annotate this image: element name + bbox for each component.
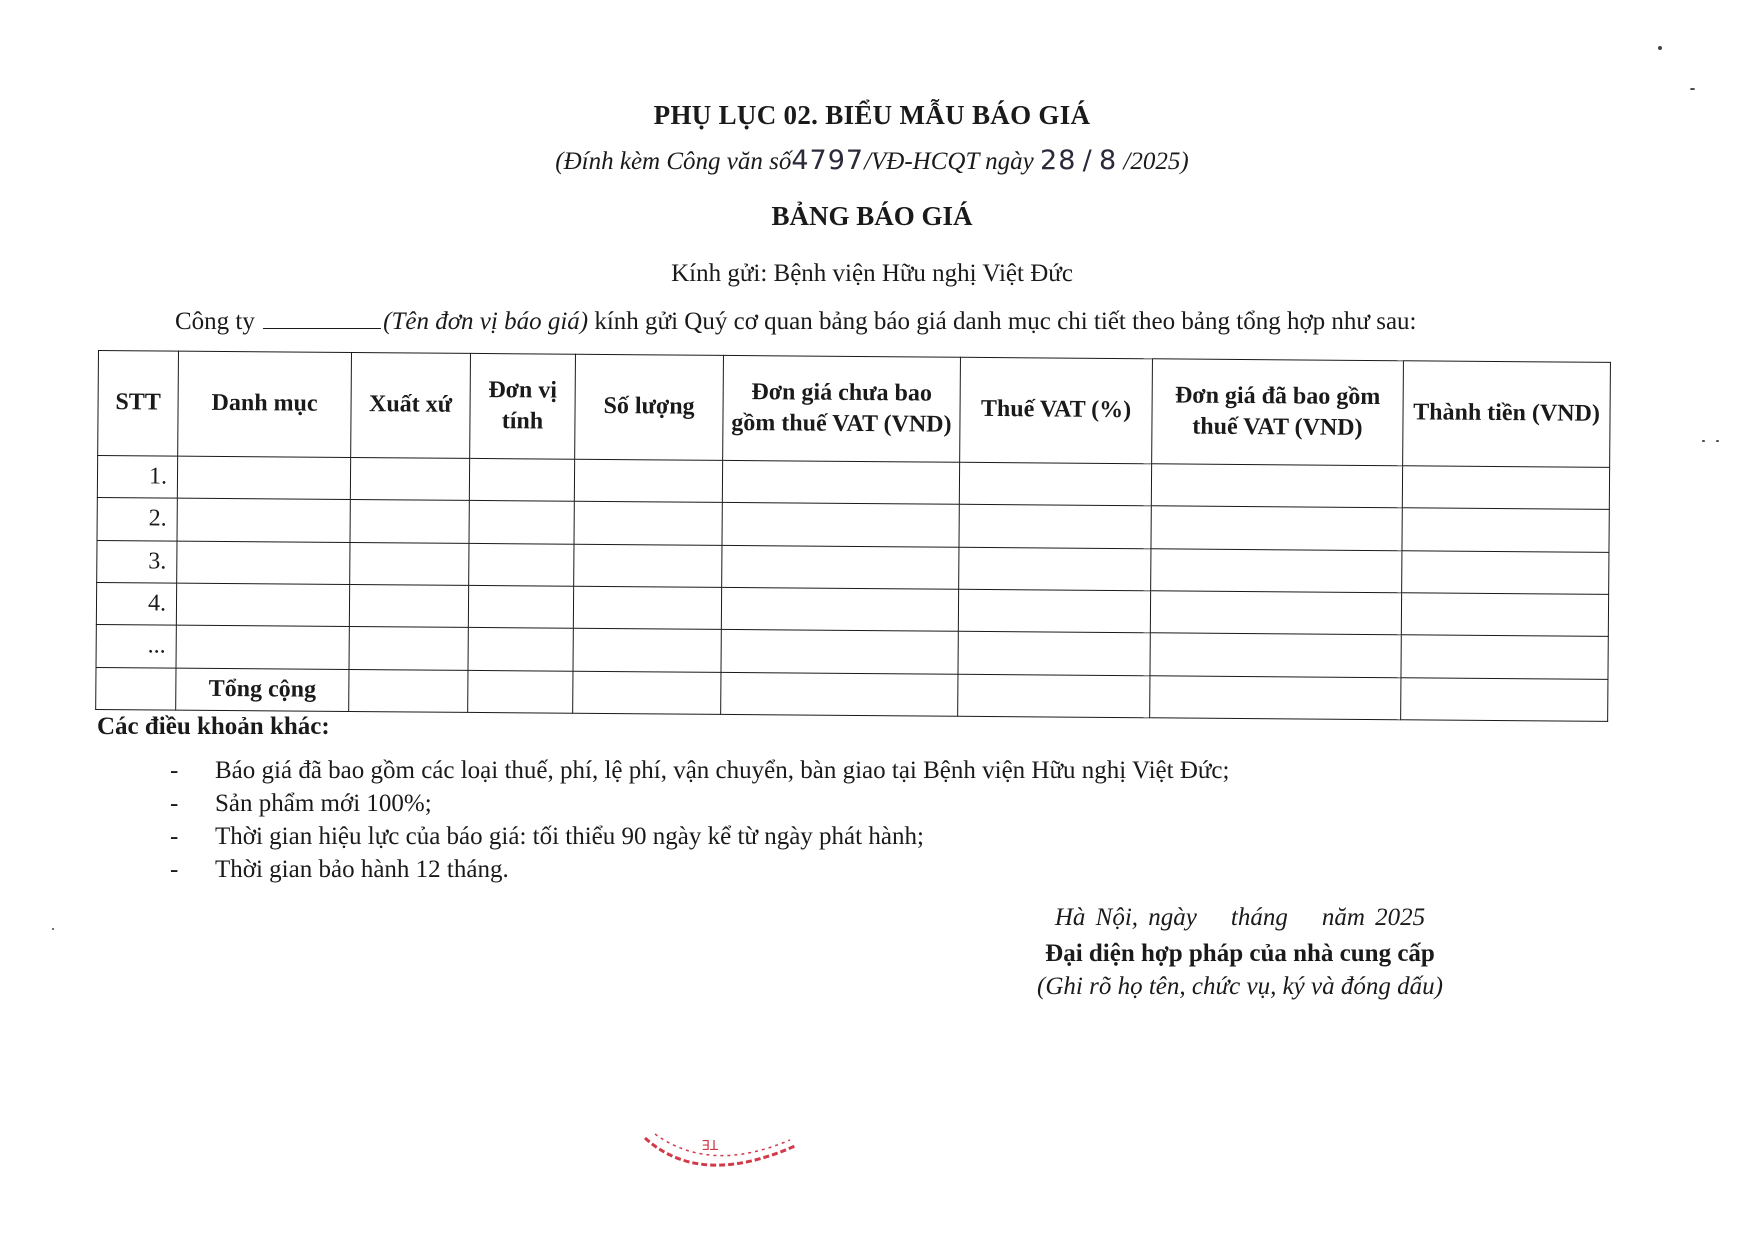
quote-heading: BẢNG BÁO GIÁ	[771, 201, 973, 231]
cell-thanh-tien[interactable]	[1401, 593, 1608, 637]
company-label: Công ty	[175, 308, 255, 335]
company-hint: (Tên đơn vị báo giá)	[383, 308, 589, 335]
salutation: Kính gửi: Bệnh viện Hữu nghị Việt Đức	[671, 260, 1073, 287]
intro-text: kính gửi Quý cơ quan bảng báo giá danh mục chi tiết theo bảng tổng hợp như sau:	[594, 308, 1417, 335]
reference-prefix: (Đính kèm Công văn số	[555, 148, 792, 175]
cell-don-gia-da-vat[interactable]	[1150, 591, 1401, 635]
cell-don-gia-da-vat[interactable]	[1151, 464, 1402, 508]
header-so-luong: Số lượng	[575, 354, 724, 460]
handwritten-day: 28	[1040, 145, 1077, 176]
intro-paragraph	[175, 308, 1417, 336]
stamp-text: TE	[701, 1136, 718, 1151]
cell-don-gia-chua-vat[interactable]	[722, 545, 959, 589]
header-danh-muc: Danh mục	[178, 351, 352, 457]
list-item: - Thời gian bảo hành 12 tháng.	[170, 853, 1229, 886]
header-don-vi-tinh: Đơn vị tính	[470, 353, 576, 459]
scan-speck	[1716, 440, 1719, 442]
row-number: 1.	[97, 456, 177, 499]
handwritten-month: 8	[1098, 145, 1118, 176]
cell-xuat-xu[interactable]	[350, 500, 469, 543]
cell-don-vi-tinh[interactable]	[469, 543, 574, 586]
header-don-gia-chua-vat: Đơn giá chưa bao gồm thuế VAT (VND)	[723, 355, 961, 462]
date-slash: /	[1082, 145, 1093, 176]
list-item: - Sản phẩm mới 100%;	[170, 787, 1229, 820]
cell-so-luong[interactable]	[574, 502, 722, 545]
row-number: ...	[96, 625, 176, 668]
place-day-label: Hà Nội, ngày	[1054, 904, 1197, 931]
cell-so-luong[interactable]	[574, 544, 722, 587]
cell-thanh-tien[interactable]	[1401, 635, 1608, 679]
cell-thue-vat[interactable]	[959, 505, 1151, 549]
cell-don-vi-tinh[interactable]	[468, 628, 573, 671]
document-reference	[0, 145, 1744, 176]
cell-xuat-xu[interactable]	[350, 542, 469, 585]
scan-speck	[1702, 440, 1705, 442]
row-number: 2.	[97, 498, 177, 541]
cell-danh-muc[interactable]	[176, 583, 349, 627]
cell-thue-vat[interactable]	[958, 674, 1150, 718]
total-label: Tổng cộng	[176, 668, 349, 712]
month-label: tháng	[1230, 904, 1288, 931]
handwritten-document-number: 4797	[791, 145, 865, 176]
reference-suffix: /2025)	[1123, 148, 1189, 175]
cell-danh-muc[interactable]	[177, 498, 350, 542]
cell-thue-vat[interactable]	[959, 462, 1151, 506]
row-number: 3.	[97, 540, 177, 583]
scan-speck	[52, 928, 54, 930]
page-title: PHỤ LỤC 02. BIỂU MẪU BÁO GIÁ	[653, 100, 1091, 130]
cell-thue-vat[interactable]	[958, 632, 1150, 676]
cell-thanh-tien[interactable]	[1402, 466, 1609, 510]
cell-don-gia-da-vat[interactable]	[1151, 548, 1402, 592]
signature-note: (Ghi rõ họ tên, chức vụ, ký và đóng dấu)	[1037, 973, 1443, 1000]
cell-thanh-tien[interactable]	[1402, 550, 1609, 594]
header-xuat-xu: Xuất xứ	[351, 352, 471, 458]
cell-don-gia-chua-vat[interactable]	[722, 503, 959, 547]
cell-thanh-tien[interactable]	[1402, 508, 1609, 552]
cell-don-vi-tinh[interactable]	[469, 501, 574, 544]
cell-danh-muc[interactable]	[176, 625, 349, 669]
table-header-row	[98, 351, 1611, 468]
cell-danh-muc[interactable]	[177, 541, 350, 585]
scan-speck	[1690, 88, 1695, 90]
total-stt-cell	[96, 667, 176, 710]
signature-place-date	[990, 904, 1490, 932]
scan-speck	[1658, 46, 1662, 50]
cell-so-luong[interactable]	[573, 629, 721, 672]
cell-xuat-xu[interactable]	[349, 584, 468, 627]
cell-thue-vat[interactable]	[959, 547, 1151, 591]
header-don-gia-da-vat: Đơn giá đã bao gồm thuế VAT (VND)	[1152, 359, 1404, 466]
terms-title: Các điều khoản khác:	[97, 713, 330, 740]
row-number: 4.	[96, 582, 176, 625]
cell-total-amount[interactable]	[1401, 677, 1608, 721]
cell-xuat-xu[interactable]	[349, 669, 468, 712]
company-name-blank	[263, 308, 381, 329]
year-label: năm 2025	[1321, 904, 1426, 931]
signature-role: Đại diện hợp pháp của nhà cung cấp	[1045, 940, 1435, 967]
cell-thue-vat[interactable]	[958, 589, 1150, 633]
cell-don-gia-da-vat[interactable]	[1150, 633, 1401, 677]
header-stt: STT	[98, 351, 179, 457]
red-stamp-fragment-icon	[640, 1118, 800, 1178]
list-item: - Thời gian hiệu lực của báo giá: tối thiểu 90 ngày kể từ ngày phát hành;	[170, 820, 1229, 853]
cell-xuat-xu[interactable]	[349, 627, 468, 670]
cell-so-luong[interactable]	[573, 671, 721, 715]
cell-so-luong[interactable]	[573, 586, 721, 629]
cell-don-gia-chua-vat[interactable]	[722, 460, 959, 504]
cell-so-luong[interactable]	[574, 459, 722, 502]
cell-don-gia-chua-vat[interactable]	[721, 587, 958, 631]
cell-xuat-xu[interactable]	[350, 457, 469, 500]
header-thanh-tien: Thành tiền (VND)	[1403, 361, 1611, 468]
cell-don-vi-tinh[interactable]	[468, 670, 573, 713]
cell-danh-muc[interactable]	[177, 456, 350, 500]
cell-don-gia-da-vat[interactable]	[1150, 675, 1401, 719]
cell-don-vi-tinh[interactable]	[468, 585, 573, 628]
reference-middle: /VĐ-HCQT ngày	[864, 148, 1034, 175]
cell-don-gia-chua-vat[interactable]	[721, 672, 958, 716]
quote-table	[95, 350, 1611, 722]
terms-list	[170, 754, 1229, 886]
cell-don-gia-chua-vat[interactable]	[721, 630, 958, 674]
header-thue-vat: Thuế VAT (%)	[960, 357, 1153, 464]
list-item: - Báo giá đã bao gồm các loại thuế, phí, lệ phí, vận chuyển, bàn giao tại Bệnh viện Hữu nghị Việt Đức;	[170, 754, 1229, 787]
cell-don-vi-tinh[interactable]	[469, 458, 574, 501]
cell-don-gia-da-vat[interactable]	[1151, 506, 1402, 550]
